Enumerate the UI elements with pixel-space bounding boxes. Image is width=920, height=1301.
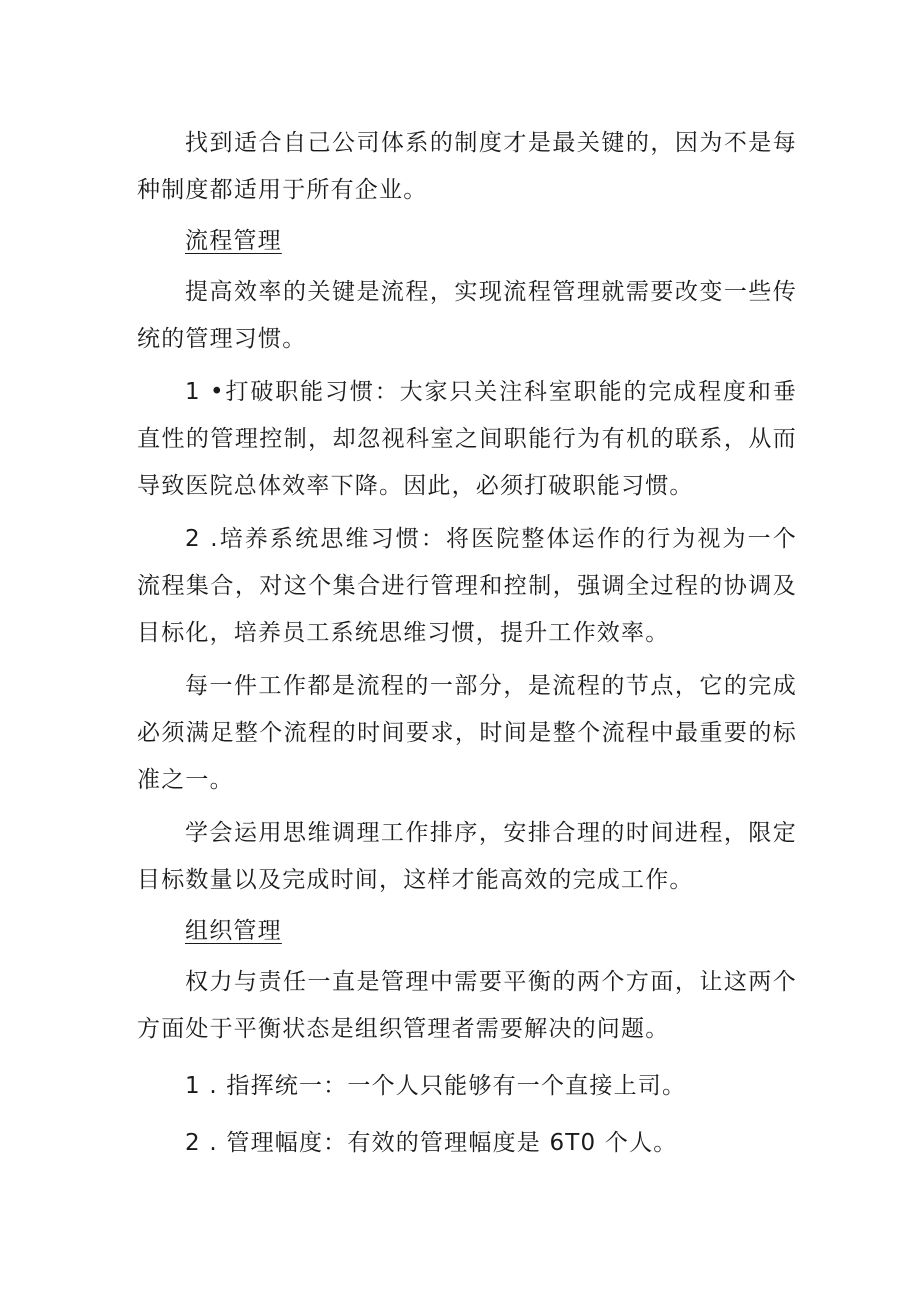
heading-process-management bbox=[137, 218, 797, 265]
paragraph-break-function-habit: 1 •打破职能习惯：大家只关注科室职能的完成程度和垂直性的管理控制，却忽视科室之间职能行为有机的联系，从而导致医院总体效率下降。因此，必须打破职能习惯。 bbox=[137, 379, 797, 499]
paragraph-process-efficiency: 提高效率的关键是流程，实现流程管理就需要改变一些传统的管理习惯。 bbox=[137, 279, 797, 352]
paragraph-system-thinking: 2 .培养系统思维习惯：将医院整体运作的行为视为一个流程集合，对这个集合进行管理和控制，强调全过程的协调及目标化，培养员工系统思维习惯，提升工作效率。 bbox=[137, 526, 797, 646]
paragraph-process-node: 每一件工作都是流程的一部分，是流程的节点，它的完成必须满足整个流程的时间要求，时间是整个流程中最重要的标准之一。 bbox=[137, 673, 797, 793]
paragraph-unity-of-command: 1 . 指挥统一：一个人只能够有一个直接上司。 bbox=[185, 1073, 687, 1099]
heading-organization-management bbox=[137, 908, 797, 955]
paragraph-system-fit: 找到适合自己公司体系的制度才是最关键的，因为不是每种制度都适用于所有企业。 bbox=[137, 130, 797, 203]
paragraph-work-ordering: 学会运用思维调理工作排序，安排合理的时间进程，限定目标数量以及完成时间，这样才能高效的完成工作。 bbox=[137, 820, 797, 893]
heading-process-management-text: 流程管理 bbox=[185, 228, 282, 254]
heading-organization-management-text: 组织管理 bbox=[185, 918, 282, 944]
paragraph-span-of-control: 2 . 管理幅度：有效的管理幅度是 6T0 个人。 bbox=[185, 1130, 678, 1156]
document-page bbox=[137, 120, 797, 1167]
paragraph-power-responsibility: 权力与责任一直是管理中需要平衡的两个方面，让这两个方面处于平衡状态是组织管理者需要解决的问题。 bbox=[137, 969, 797, 1042]
